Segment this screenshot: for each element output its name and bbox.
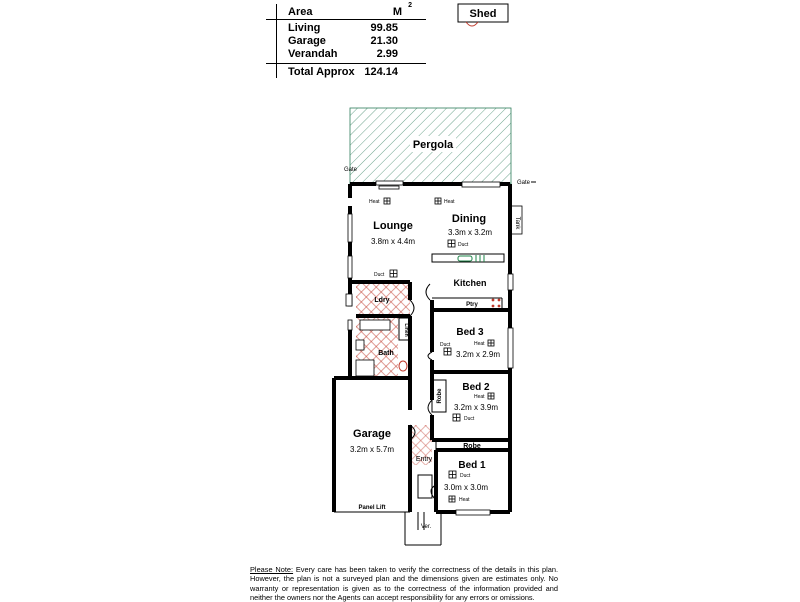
toilet-icon xyxy=(399,361,407,371)
duct-label-bed3: Duct xyxy=(440,342,451,348)
gate-right-label: Gate xyxy=(517,180,531,186)
dining-label: Dining xyxy=(451,213,487,225)
gate-left-label: Gate xyxy=(344,167,358,173)
area-row-value: 99.85 xyxy=(370,22,398,34)
area-row-label: Verandah xyxy=(288,48,338,60)
shed xyxy=(458,4,508,26)
bed2-dimensions: 3.2m x 3.9m xyxy=(453,403,499,412)
duct-label-lounge: Duct xyxy=(374,272,385,278)
bed3-dimensions: 3.2m x 2.9m xyxy=(455,350,501,359)
area-row-label: Garage xyxy=(288,35,326,47)
heat-label-bed3: Heat xyxy=(474,341,485,347)
heat-label-dining: Heat xyxy=(444,199,455,205)
disclaimer-body: Every care has been taken to verify the correctness of the details in this plan. However, the plan is not a surveyed plan and the dimensions given are estimates only. No warranty or representation is given as to the correctness of the information provided and neither the owners nor the Agents can accept responsibility for any errors or omissions. xyxy=(250,565,558,602)
duct-label-bed2: Duct xyxy=(464,416,475,422)
robe-bed2-label: Robe xyxy=(437,388,443,404)
duct-label-dining: Duct xyxy=(458,242,469,248)
bed1-dimensions: 3.0m x 3.0m xyxy=(443,483,489,492)
tank-label: Tank xyxy=(514,216,520,230)
garage-label: Garage xyxy=(353,428,391,440)
area-total-label: Total Approx xyxy=(288,66,355,78)
entry-label: Entry xyxy=(415,456,433,463)
garage-dimensions: 3.2m x 5.7m xyxy=(349,445,395,454)
heat-label-bed2: Heat xyxy=(474,394,485,400)
area-total-value: 124.14 xyxy=(364,66,398,78)
laundry-trough-icon xyxy=(346,294,352,306)
laundry-label: Ldry xyxy=(374,297,390,304)
shed-label: Shed xyxy=(469,8,497,20)
heat-label-bed1: Heat xyxy=(459,497,470,503)
area-header-unit-sup: 2 xyxy=(408,2,412,9)
bed2-label: Bed 2 xyxy=(462,382,490,393)
pantry-label: Ptry xyxy=(466,302,478,308)
disclaimer-heading: Please Note: xyxy=(250,565,294,574)
lounge-label: Lounge xyxy=(373,220,413,232)
area-row-label: Living xyxy=(288,22,321,34)
area-row-value: 2.99 xyxy=(376,48,398,60)
cooktop-icon xyxy=(492,299,495,302)
bed1-label: Bed 1 xyxy=(458,460,486,471)
pergola-label: Pergola xyxy=(412,139,454,151)
kitchen-label: Kitchen xyxy=(453,278,487,288)
dining-dimensions: 3.3m x 3.2m xyxy=(447,228,493,237)
bath-label: Bath xyxy=(378,350,394,357)
pergola xyxy=(350,108,511,184)
lounge-dimensions: 3.8m x 4.4m xyxy=(370,237,416,246)
duct-label-bed1: Duct xyxy=(460,473,471,479)
vanity-icon xyxy=(356,340,364,350)
sink-icon xyxy=(458,256,472,261)
shower-icon xyxy=(356,360,374,376)
area-header-label: Area xyxy=(288,6,313,18)
linen-label: Linen xyxy=(403,323,409,337)
heat-label-lounge: Heat xyxy=(369,199,380,205)
area-header-unit: M xyxy=(392,6,402,18)
bathtub-icon xyxy=(360,320,390,330)
disclaimer-note xyxy=(250,565,558,602)
area-row-value: 21.30 xyxy=(370,35,398,47)
panel-lift-label: Panel Lift xyxy=(358,505,386,511)
bed3-label: Bed 3 xyxy=(456,327,484,338)
robe-bed1-label: Robe xyxy=(463,443,481,450)
verandah-label: Ver. xyxy=(420,524,432,530)
